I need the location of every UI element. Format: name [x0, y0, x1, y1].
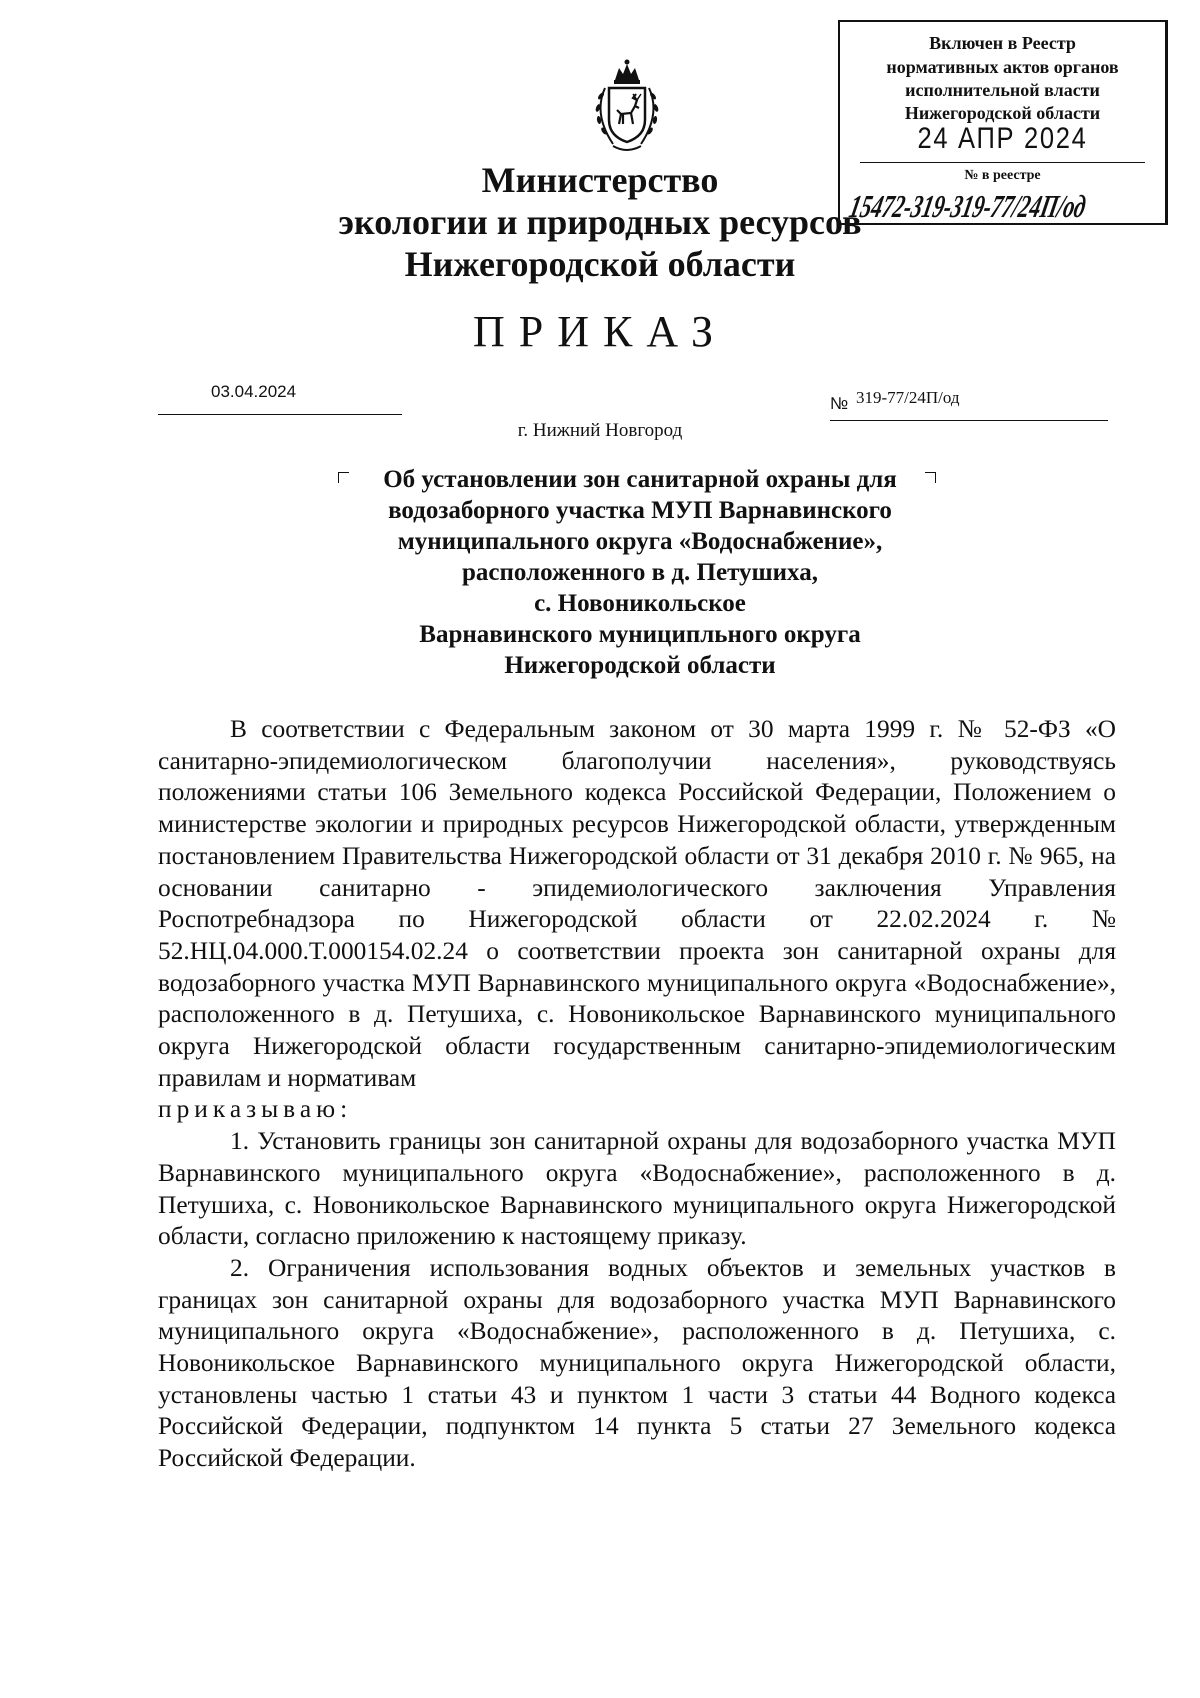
preamble-paragraph: В соответствии с Федеральным законом от 30 марта 1999 г. № 52-ФЗ «О санитарно-эпидемиологическом благополучии населения», руководствуясь положениями статьи 106 Земельного кодекса Российской Федерации, Положением о министерстве экологии и природных ресурсов Нижегородской области, утвержденным постановлением Правительства Нижегородской области от 31 декабря 2010 г. № 965, на основании санитарно - эпидемиологического заключения Управления Роспотребнадзора по Нижегородской области от 22.02.2024 г. № 52.НЦ.04.000.Т.000154.02.24 о соответствии проекта зон санитарной охраны для водозаборного участка МУП Варнавинского муниципального округа «Водоснабжение», расположенного в д. Петушиха, с. Новоникольское Варнавинского муниципального округа Нижегородской области государственным санитарно-эпидемиологическим правилам и нормативам: [158, 715, 1116, 1092]
subject-line: Нижегородской области: [504, 652, 776, 679]
order-item-1: 1. Установить границы зон санитарной охраны для водозаборного участка МУП Варнавинского муниципального округа «Водоснабжение», расположенного в д. Петушиха, с. Новоникольское Варнавинского муниципального округа Нижегородской области, согласно приложению к настоящему приказу.: [158, 1127, 1116, 1251]
subject-line: Об установлении зон санитарной охраны для: [383, 466, 897, 493]
subject-line: муниципального округа «Водоснабжение»,: [397, 528, 883, 555]
ministry-name-line-2: экологии и природных ресурсов: [338, 202, 862, 242]
city-name: г. Нижний Новгород: [517, 420, 683, 441]
stamp-line-1: Включен в Реестр: [929, 33, 1076, 53]
subject-line: водозаборного участка МУП Варнавинского: [388, 497, 892, 524]
document-subject: [340, 464, 940, 681]
document-date: 03.04.2024: [211, 382, 297, 401]
order-word: приказываю:: [158, 1095, 353, 1124]
subject-line: Варнавинского муниципльного округа: [419, 621, 861, 648]
ministry-name-line-3: Нижегородской области: [404, 244, 796, 284]
document-number: 319-77/24П/од: [856, 388, 960, 407]
stamp-date: 24 АПР 2024: [917, 122, 1088, 155]
subject-line: с. Новоникольское: [534, 590, 746, 617]
date-underline: [158, 414, 402, 415]
document-body: [158, 714, 1116, 1475]
stamp-registry-label: № в реестре: [964, 168, 1041, 183]
stamp-registry-number: 15472-319-319-77/24П/од: [846, 188, 1090, 224]
order-item-2: 2. Ограничения использования водных объектов и земельных участков в границах зон санитарной охраны для водозаборного участка МУП Варнавинского муниципального округа «Водоснабжение», расположенного в д. Петушиха, с. Новоникольское Варнавинского муниципального округа Нижегородской области, установлены частью 1 статьи 43 и пунктом 1 части 3 статьи 44 Водного кодекса Российской Федерации, подпунктом 14 пункта 5 статьи 27 Земельного кодекса Российской Федерации.: [158, 1253, 1116, 1473]
stamp-line-2: нормативных актов органов: [886, 57, 1119, 77]
subject-line: расположенного в д. Петушиха,: [462, 559, 818, 586]
stamp-line-4: Нижегородской области: [904, 103, 1101, 123]
coat-of-arms-emblem: [583, 58, 671, 158]
number-sign: №: [830, 394, 849, 413]
document-type-title: ПРИКАЗ: [472, 307, 728, 356]
stamp-line-3: исполнительной власти: [905, 80, 1100, 100]
ministry-name-line-1: Министерство: [481, 160, 719, 200]
